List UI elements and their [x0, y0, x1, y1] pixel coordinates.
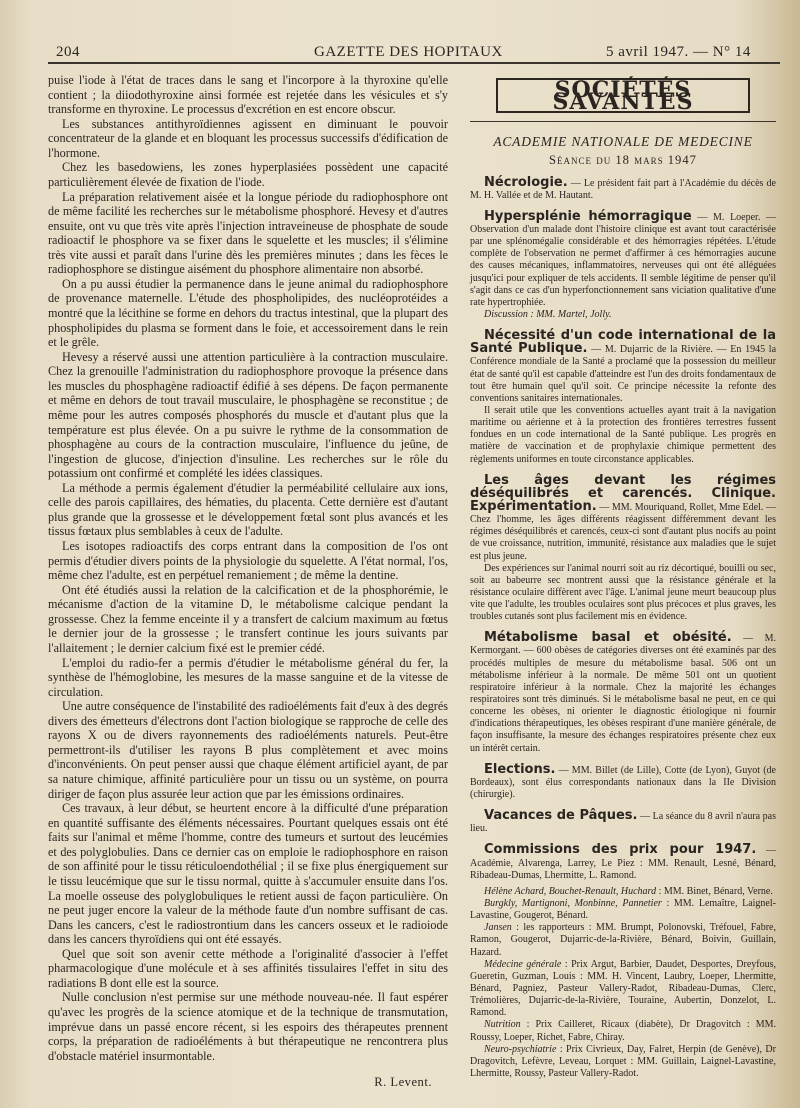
prize-line: Nutrition : Prix Cailleret, Ricaux (diabète), Dr Dragovitch : MM. Roussy, Loeper, Richet, Fabre, Chiray. [470, 1019, 776, 1043]
paragraph: Les isotopes radioactifs des corps entrant dans la composition de l'os ont permis d'étudier divers points de la physiologie du squelette. A l'état normal, l'os, même chez l'adulte, est en perpétuel remaniement ; de même la dentine. [48, 539, 448, 583]
paragraph: Quel que soit son avenir cette méthode a l'originalité d'associer à l'effet pharmacologique d'une molécule et à ses affinités tissulaires l'effet in situ des radiations B dont elle est la source. [48, 946, 448, 990]
left-column [48, 73, 448, 1090]
section-rule [470, 121, 776, 122]
paragraph: La préparation relativement aisée et la longue période du radiophosphore ont de même facilité les recherches sur le métabolisme phosphoré. Hevesy et d'autres ensuite, ont vu que très vite après l'injection intraveineuse de phosphate de soude radioactif le phosphore va se fixer dans le squelette et les muscles; il s'élimine très vite aussi et paraît dans l'urine dès les premières minutes ; dans les fèces le radiophosphore se distingue aisément du phosphore alimentaire non absorbé. [48, 189, 448, 277]
item-text: — M. Dujarric de la Rivière. — En 1945 la Conférence mondiale de la Santé a proclamé que la possession du meilleur état de santé qu'il est capable d'atteindre est l'un des droits fondamentaux de tout être humain quel qu'il soit. Ce principe nécessite la refonte des conventions sanitaires internationales. [470, 344, 777, 404]
header-rule [48, 62, 780, 64]
item-heading: Métabolisme basal et obésité. [484, 630, 732, 646]
academy-heading: ACADEMIE NATIONALE DE MEDECINE [493, 134, 753, 150]
item-discussion: Discussion : MM. Martel, Jolly. [484, 308, 612, 320]
report-item [470, 761, 776, 801]
item-text-continued: Il serait utile que les conventions actuelles ayant trait à la navigation maritime ou aérienne et à la protection des frontières terrestres fussent fondues en un code international de la Santé publique. Les progrès en matière de vaccination et de prophylaxie chimique permettent des règlements uniformes en toute circonstance applicables. [470, 404, 776, 465]
paragraph: Ces travaux, à leur début, se heurtent encore à la difficulté d'une préparation en quantité suffisante des éléments nécessaires. Pourtant quelques essais ont été faits sur l'animal et même l'homme, contre des tumeurs et surtout des leucémies et des polyglobulies. Dans ce dernier cas on emploie le radiophosphore en raison de son affinité pour le tissu réticuloendothélial ; il se fixe plus énergiquement sur le tissu leucémique que sur le tissu normal, quitte à s'accumuler ensuite dans l'os. La moelle osseuse des polyglobuliques le retient aussi de façon particulière. On ne peut juger encore la valeur de la méthode faute d'un nombre suffisant de cas. Dans les cancers, c'est le radiostrontium dans les cancers osseux et le radioiode dans les cancers thyroïdiens qui ont été essayés. [48, 801, 448, 947]
item-text: — Académie, Alvarenga, Larrey, Le Piez : MM. Renault, Lesné, Bénard, Ribadeau-Dumas, Lhermitte, L. Ramond. [470, 845, 777, 881]
prize-line: Neuro-psychiatrie : Prix Civrieux, Day, Falret, Herpin (de Genève), Dr Dragovitch, Lefèvre, Leveau, Lorquet : MM. Guillain, Laignel-Lavastine, Lhermitte, Roussy, Pasteur Vallery-Radot. [470, 1043, 776, 1079]
item-heading: Les âges devant les régimes déséquilibrés et carencés. Clinique. Expérimentation. [470, 472, 776, 514]
article-signature: R. Levent. [374, 1075, 432, 1090]
item-heading: Commissions des prix pour 1947. [484, 842, 757, 858]
prize-line: Médecine générale : Prix Argut, Barbier, Daudet, Desportes, Dreyfous, Gueretin, Guzman, Louis : MM. H. Vincent, Laubry, Loeper, Lhermitte, Bénard, Pagniez, Pasteur Vallery-Radot, Ribadeau-Dumas, Clerc, Trémolières, Dujarric-de-la-Rivière, Touraine, Aubertin, Donzelot, L. Ramond. [470, 958, 776, 1019]
paragraph: Les substances antithyroïdiennes agissent en diminuant le pouvoir concentrateur de la glande et en bloquant les processus successifs d'édification de l'hormone. [48, 116, 448, 160]
item-heading: Nécessité d'un code international de la Santé Publique. [470, 328, 776, 357]
item-heading: Vacances de Pâques. [484, 808, 638, 824]
item-text: — MM. Mouriquand, Rollet, Mme Edel. — Chez l'homme, les âges différents réagissent différemment devant les régimes déséquilibrés et carencés, ceux-ci sont d'autant plus nocifs au point de vue croissance, nutrition, immunité, résistance aux maladies que le sujet est plus jeune. [470, 501, 776, 562]
item-heading: Elections. [484, 761, 556, 777]
section-title: SOCIÉTÉS SAVANTES [496, 78, 750, 113]
report-item [470, 844, 776, 881]
item-text: — M. Loeper. — Observation d'un malade dont l'histoire clinique est avant tout caractérisée par une splénomégalie considérable et des hémorragies répétées. L'étude complète de l'observation ne permet d'affirmer à ces hémorragies aucune des causes mécaniques, inflammatoires, nerveuses qui ont été alléguées jusqu'ici pour expliquer de tels accidents. Il semble légitime de penser qu'il s'agit dans ce cas d'un hyperfonctionnement sans viciation qualitative d'une rate hypertrophiée. [470, 211, 776, 308]
item-text-continued: Des expériences sur l'animal nourri soit au riz décortiqué, bouilli ou sec, soit au babeurre sec montrent aussi que la résistance générale et la résistance oculaire diffèrent avec l'âge. L'animal jeune meurt beaucoup plus vite que l'adulte, les troubles oculaires sont plus précoces et plus graves, les troubles cutanés sont plus facilement mis en évidence. [470, 562, 776, 623]
prize-line: Jansen : les rapporteurs : MM. Brumpt, Polonovski, Tréfouel, Fabre, Ramon, Gougerot, Dujarric-de-la-Rivière, Bénard, Boivin, Guillain, Hazard. [470, 922, 776, 958]
item-text: — MM. Billet (de Lille), Cotte (de Lyon), Guyot (de Bordeaux), sont élus correspondants nationaux dans la IIe Division (chirurgie). [470, 764, 776, 801]
paragraph: Hevesy a réservé aussi une attention particulière à la contraction musculaire. Chez la grenouille l'administration du radiophosphore provoque la présence dans les muscles du phosphagène radioactif édifié à ses dépens. De façon permanente et même en dehors de tout travail musculaire, le phosphagène se reconstitue ; de même pour les autres composés phosphorés du muscle et d'autant plus que la température est plus élevée. On a pu suivre le rythme de la consommation de phosphagène au cours de la contraction musculaire, l'influence du jeûne, de l'ingestion de glucose, d'injection d'insuline. Les recherches sur le rôle du potassium ont confirmé et complété les idées classiques. [48, 349, 448, 481]
page-header [50, 44, 776, 64]
paragraph: L'emploi du radio-fer a permis d'étudier le métabolisme général du fer, la synthèse de l'hémoglobine, les mesures de la masse sanguine et de la vitesse de circulation. [48, 655, 448, 699]
report-item [470, 472, 776, 624]
prize-line: Hélène Achard, Bouchet-Renault, Huchard : MM. Binet, Bénard, Verne. [484, 885, 773, 897]
item-text: — La séance du 8 avril n'aura pas lieu. [470, 811, 777, 835]
paragraph: Ont été étudiés aussi la relation de la calcification et de la phosphorémie, le mécanisme d'action de la vitamine D, le métabolisme calcique pendant la grossesse. Chez la femme enceinte il y a transfert de calcium maximum au fœtus le dernier jour de la grossesse ; le transfert continue les jours suivants par l'allaitement ; le dernier calcium fixé est le premier cédé. [48, 582, 448, 655]
right-column [470, 78, 776, 1080]
paragraph: Chez les basedowiens, les zones hyperplasiées possèdent une capacité particulièrement élevée de fixation de l'iode. [48, 160, 448, 189]
paragraph: La méthode a permis également d'étudier la perméabilité cellulaire aux ions, celle des parois capillaires, des hématies, du placenta. Cette dernière est d'autant plus grande que la grossesse et le développement fœtal sont plus avancés et les tissus fœtaux plus semblables à ceux de l'adulte. [48, 480, 448, 539]
report-item [470, 174, 776, 202]
item-text: — M. Kermorgant. — 600 obèses de catégories diverses ont été examinés par des procédés multiples de mesure du métabolisme basal. 506 ont un métabolisme inférieur à la normale. De même 501 ont un quotient respiratoire inférieur à la normale. Chez la majorité les échanges respiratoires sont très diminués. Si le métabolisme basal ne peut, en ce qui concerne les obèses, ni orienter le diagnostic étiologique ni fournir d'indications thérapeutiques, les obèses respirant d'une manière générale, de façon insuffisante, la mesure des échanges respiratoires présente chez eux un intérêt certain. [470, 633, 776, 754]
paragraph: Nulle conclusion n'est permise sur une méthode nouveau-née. Il faut espérer qu'avec les progrès de la science atomique et de la technique de transmutation, imprévue dans un passé encore récent, si les espoirs des thérapeutes prennent corps, la préparation de radioéléments à but thérapeutique ne rencontrera plus d'obstacle matériel insurmontable. [48, 990, 448, 1063]
report-item [470, 330, 776, 466]
paragraph: puise l'iode à l'état de traces dans le sang et l'incorpore à la thyroxine qu'elle contient ; la diiodothyroxine ainsi formée est rejetée dans les vésicules et s'y transforme en thyroxine. Le processus d'excrétion en est encore obscur. [48, 73, 448, 117]
page-number: 204 [56, 44, 80, 60]
issue-date: 5 avril 1947. — N° 14 [606, 44, 751, 60]
paragraph: On a pu aussi étudier la permanence dans le jeune animal du radiophosphore de provenance maternelle. L'étude des phospholipides, des nucléoprotéides a montré que la lécithine se forme en dehors du tractus intestinal, que la plupart des phospholipides du plasma se forment dans le foie, et accessoirement dans le rein et le grêle. [48, 276, 448, 350]
report-item [470, 632, 776, 754]
report-item [470, 208, 776, 321]
session-date: Séance du 18 mars 1947 [549, 153, 697, 168]
paragraph: Une autre conséquence de l'instabilité des radioéléments fait d'eux à des degrés divers des émetteurs d'électrons dont l'action biologique se rapproche de celle des rayons X ou de divers rayonnements des radioéléments naturels. Peut-être permettront-ils d'utiliser les rayons B plus complètement et avec moins d'inconvénients. On peut penser aussi que chaque élément artificiel ayant, de par sa nature chimique, affinité particulière pour un tissu ou un système, on pourra diriger de façon plus assurée leur action que par les émissions ordinaires. [48, 699, 448, 801]
prize-line: Burgkly, Martignoni, Monbinne, Pannetier : MM. Lemaître, Laignel-Lavastine, Gougerot, Bénard. [470, 898, 776, 922]
item-text: — Le président fait part à l'Académie du décès de M. H. Vallée et de M. Hautant. [470, 177, 776, 201]
item-heading: Hypersplénie hémorragique [484, 208, 692, 224]
report-item [470, 810, 776, 835]
journal-title: GAZETTE DES HOPITAUX [314, 44, 503, 60]
item-heading: Nécrologie. [484, 174, 568, 190]
